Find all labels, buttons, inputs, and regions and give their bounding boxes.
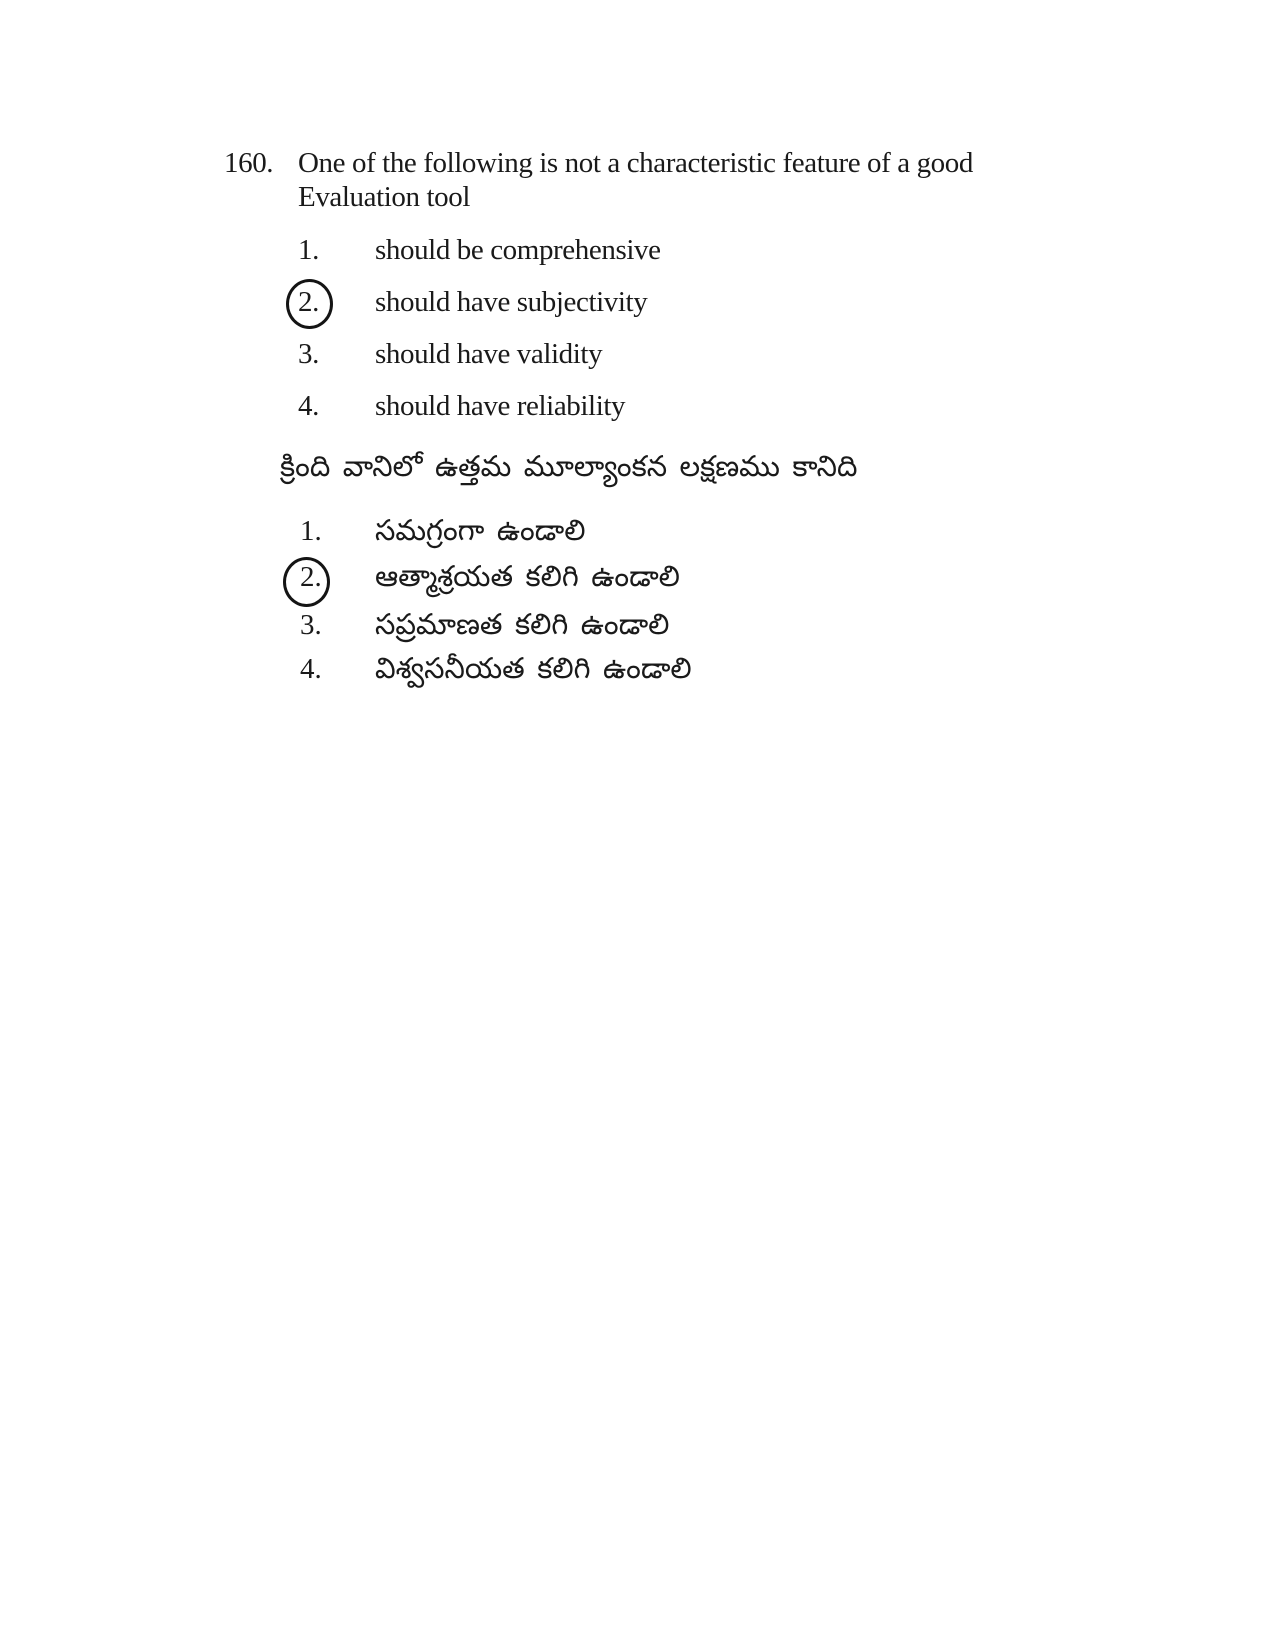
option-number: 4. <box>300 653 322 685</box>
option-label: should be comprehensive <box>375 234 661 266</box>
option-telugu-1 <box>300 514 586 549</box>
option-label: సప్రమాణత కలిగి ఉండాలి <box>375 609 670 641</box>
question-text-english-line1: One of the following is not a characteristic feature of a good <box>298 147 973 179</box>
option-number: 2. <box>298 286 319 318</box>
question-text-telugu: క్రింది వానిలో ఉత్తమ మూల్యాంకన లక్షణము కానిది <box>280 451 858 483</box>
option-label: should have subjectivity <box>375 286 648 318</box>
option-telugu-3 <box>300 608 669 643</box>
option-telugu-4 <box>300 652 692 687</box>
option-label: should have reliability <box>375 390 626 422</box>
option-number: 1. <box>300 515 322 547</box>
option-label: ఆత్మాశ్రయత కలిగి ఉండాలి <box>375 561 680 593</box>
option-number: 3. <box>300 609 322 641</box>
option-english-2 <box>298 285 647 320</box>
question-number: 160. <box>224 147 274 179</box>
option-number: 4. <box>298 390 319 422</box>
option-english-3 <box>298 337 602 372</box>
option-english-4 <box>298 389 625 424</box>
option-label: విశ్వసనీయత కలిగి ఉండాలి <box>375 653 692 685</box>
option-number: 3. <box>298 338 319 370</box>
option-label: సమగ్రంగా ఉండాలి <box>375 515 586 547</box>
answer-circle-telugu <box>283 557 330 607</box>
option-number: 2. <box>300 561 322 593</box>
option-number: 1. <box>298 234 319 266</box>
question-text-english-line2: Evaluation tool <box>298 181 470 213</box>
option-label: should have validity <box>375 338 603 370</box>
option-english-1 <box>298 233 661 268</box>
answer-circle-english <box>286 279 333 329</box>
option-telugu-2 <box>300 560 680 595</box>
